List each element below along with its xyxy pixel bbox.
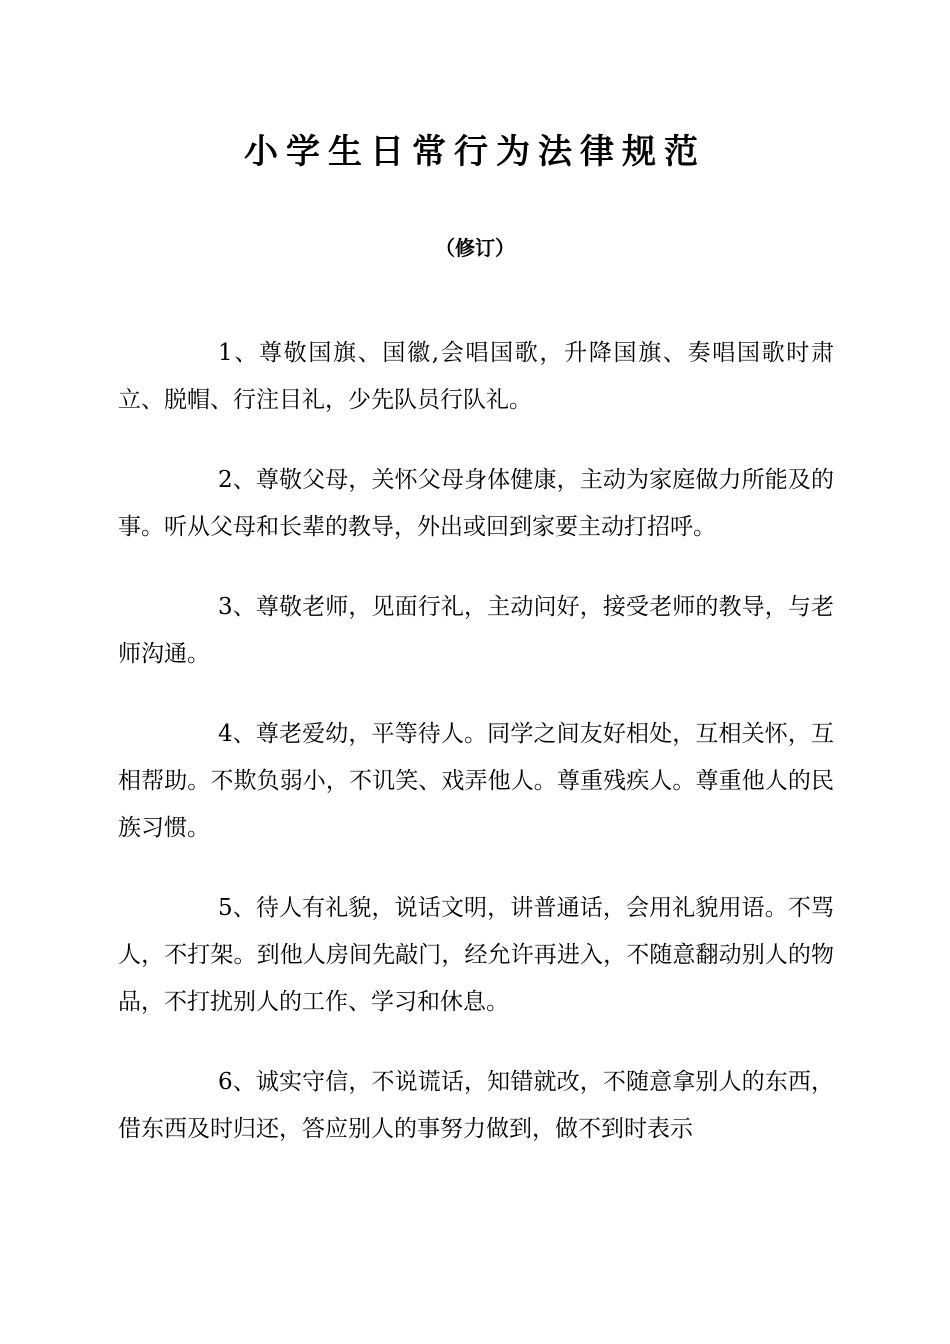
paragraph-6: 6、诚实守信，不说谎话，知错就改，不随意拿别人的东西，借东西及时归还，答应别人的事努力做到，做不到时表示 <box>118 1069 834 1142</box>
document-subtitle: （修订） <box>435 236 515 260</box>
paragraph-1: 1、尊敬国旗、国徽,会唱国歌，升降国旗、奏唱国歌时肃立、脱帽、行注目礼，少先队员行队礼。 <box>118 340 834 413</box>
document-body <box>118 330 834 1186</box>
document-title: 小学生日常行为法律规范 <box>244 132 706 172</box>
paragraph-3: 3、尊敬老师，见面行礼，主动问好，接受老师的教导，与老师沟通。 <box>118 594 834 667</box>
paragraph-5: 5、待人有礼貌，说话文明，讲普通话，会用礼貌用语。不骂人，不打架。到他人房间先敲门，经允许再进入，不随意翻动别人的物品，不打扰别人的工作、学习和休息。 <box>118 895 834 1015</box>
paragraph-2: 2、尊敬父母，关怀父母身体健康，主动为家庭做力所能及的事。听从父母和长辈的教导，外出或回到家要主动打招呼。 <box>118 467 834 540</box>
paragraph-4: 4、尊老爱幼，平等待人。同学之间友好相处，互相关怀，互相帮助。不欺负弱小，不讥笑、戏弄他人。尊重残疾人。尊重他人的民族习惯。 <box>118 721 834 841</box>
